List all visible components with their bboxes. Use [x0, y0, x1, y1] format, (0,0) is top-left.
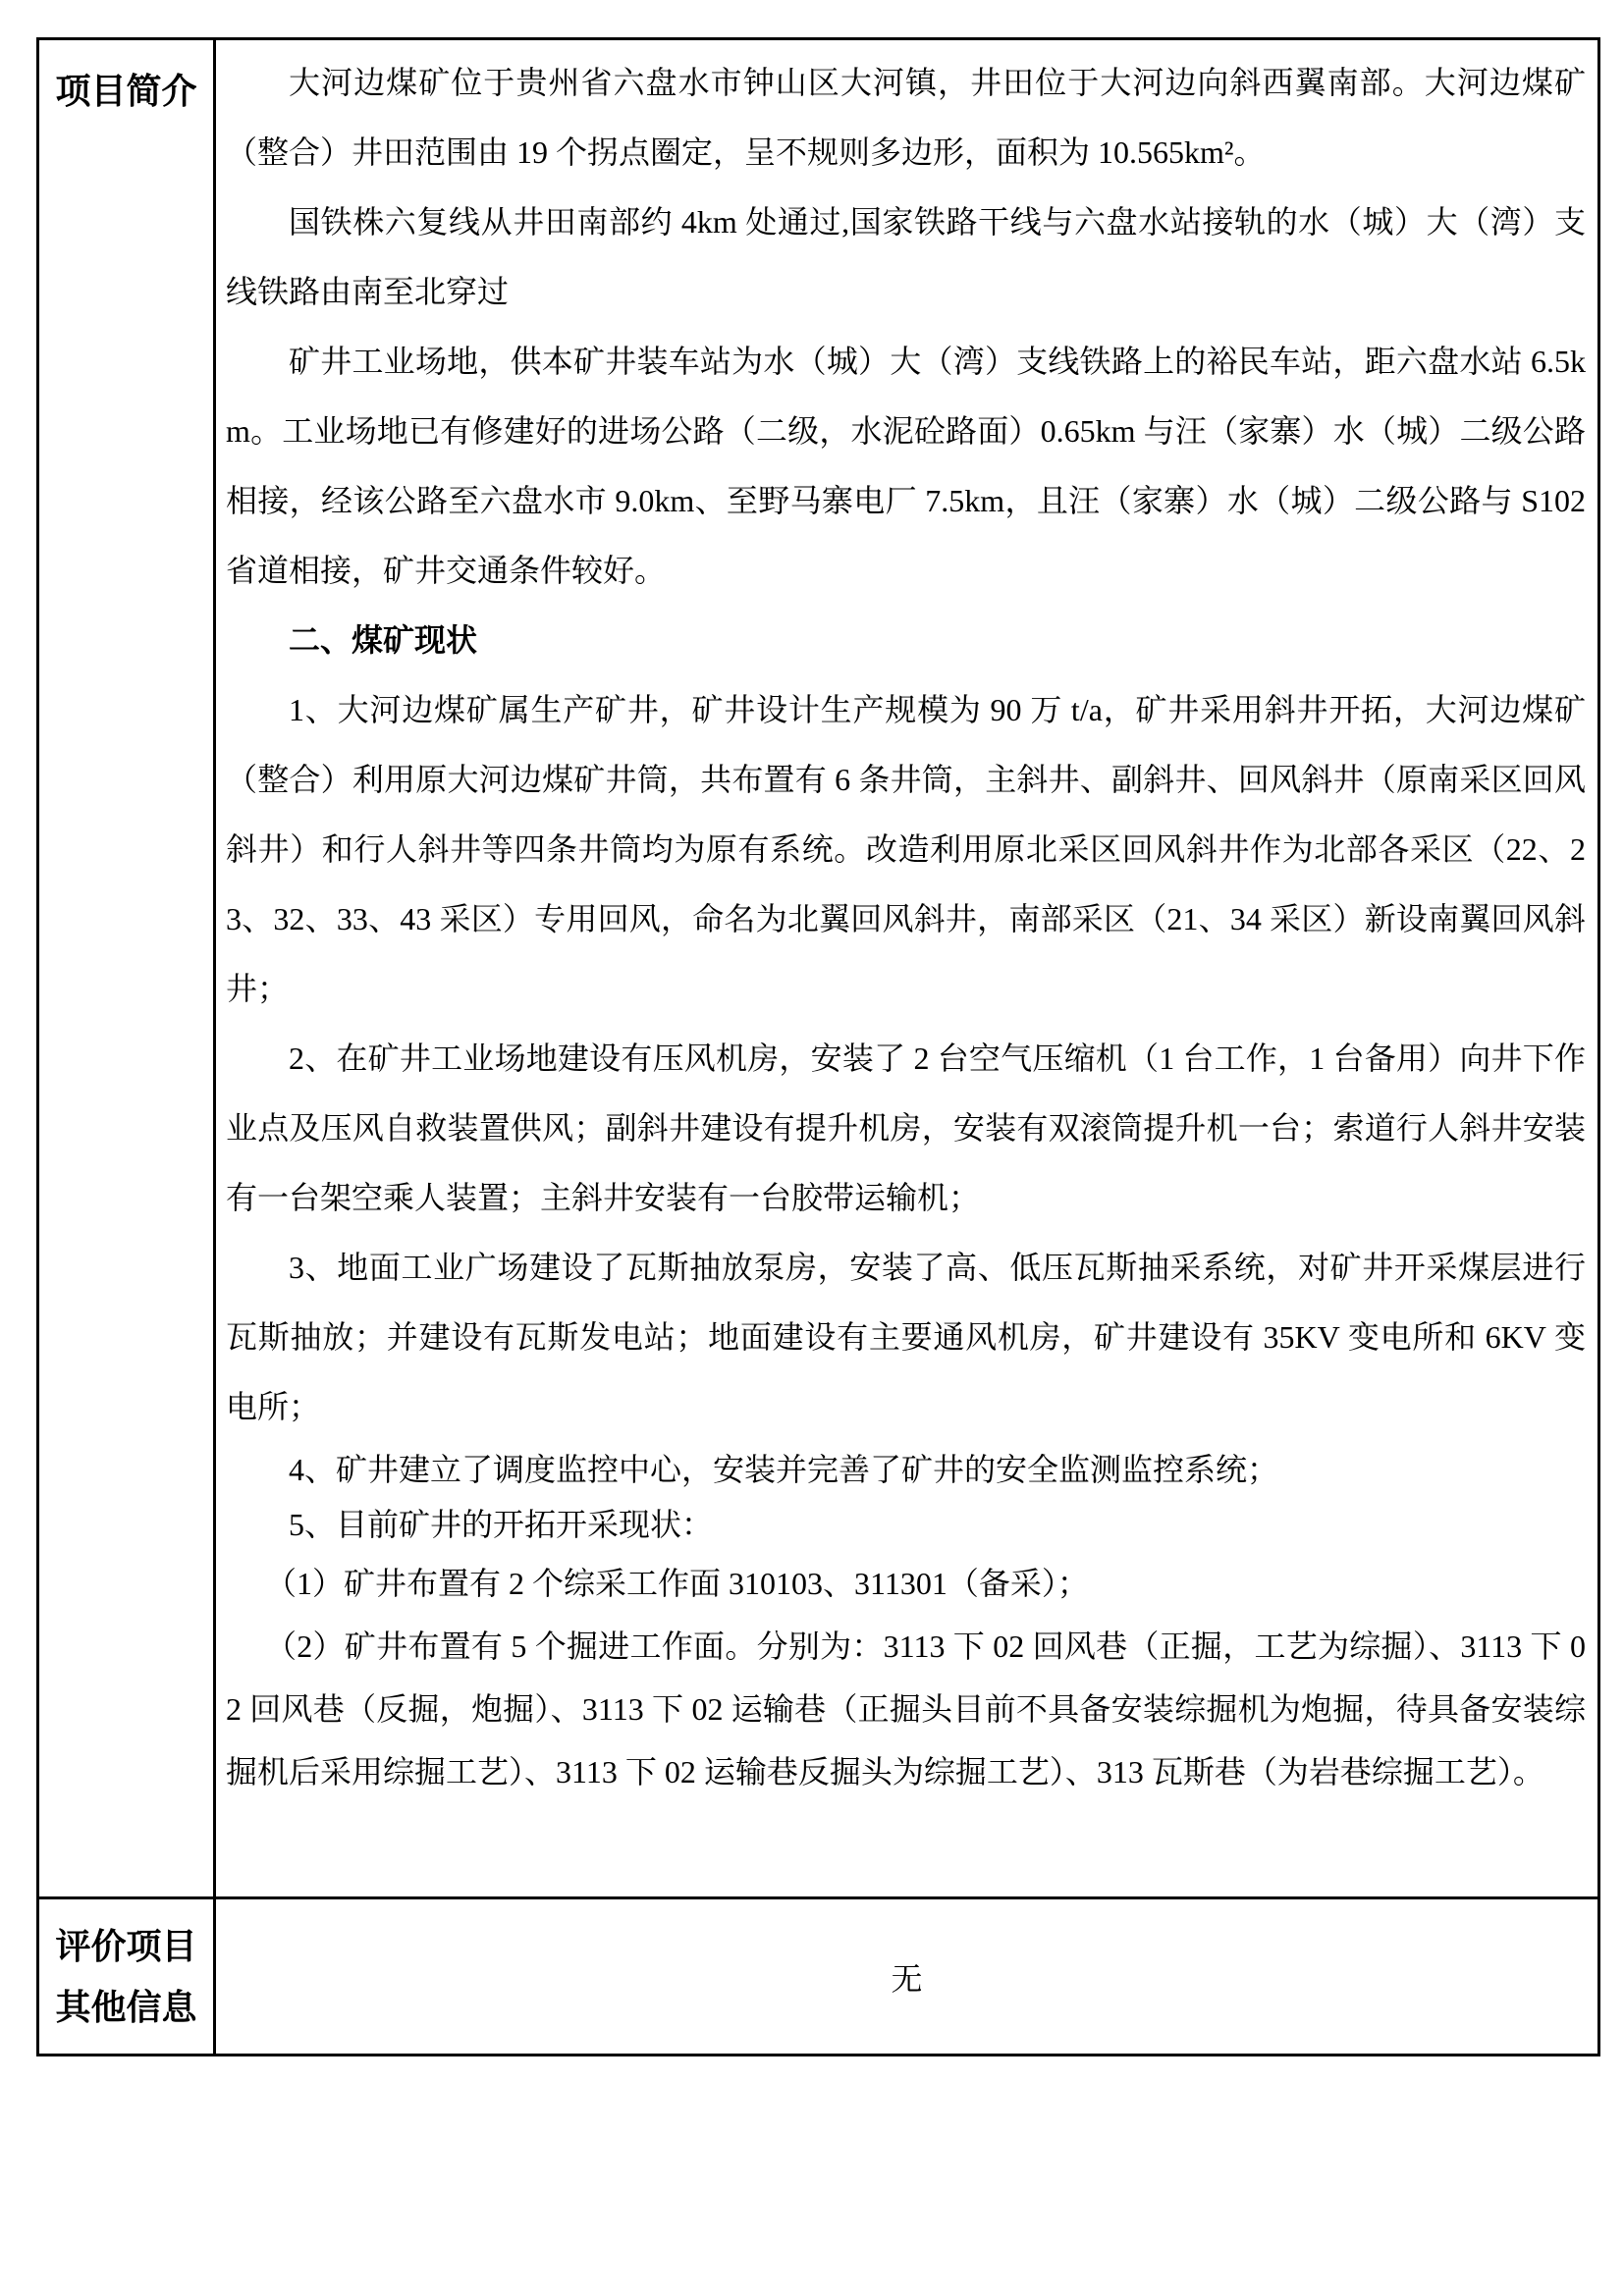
other-info-content	[216, 1899, 1597, 2054]
paragraph-transport: 矿井工业场地，供本矿井装车站为水（城）大（湾）支线铁路上的裕民车站，距六盘水站 6.5km。工业场地已有修建好的进场公路（二级，水泥砼路面）0.65km 与汪（家寨）水（城）二级公路相接，经该公路至六盘水市 9.0km、至野马寨电厂 7.5km，且汪（家寨）水（城）二级公路与 S102 省道相接，矿井交通条件较好。	[226, 344, 1586, 588]
project-intro-row	[39, 40, 1597, 1899]
paragraph-item-1: 1、大河边煤矿属生产矿井，矿井设计生产规模为 90 万 t/a，矿井采用斜井开拓，大河边煤矿（整合）利用原大河边煤矿井筒，共布置有 6 条井筒，主斜井、副斜井、回风斜井（原南采区回风斜井）和行人斜井等四条井筒均为原有系统。改造利用原北采区回风斜井作为北部各采区（22、23、32、33、43 采区）专用回风，命名为北翼回风斜井，南部采区（21、34 采区）新设南翼回风斜井；	[226, 692, 1586, 1006]
paragraph-subitem-2: （2）矿井布置有 5 个掘进工作面。分别为：3113 下 02 回风巷（正掘，工艺为综掘）、3113 下 02 回风巷（反掘，炮掘）、3113 下 02 运输巷（正掘头目前不具备安装综掘机为炮掘，待具备安装综掘机后采用综掘工艺）、3113 下 02 运输巷反掘头为综掘工艺）、313 瓦斯巷（为岩巷综掘工艺）。	[226, 1629, 1586, 1789]
paragraph-item-5: 5、目前矿井的开拓开采现状：	[289, 1507, 714, 1542]
project-intro-label: 项目简介	[55, 72, 197, 111]
paragraph-railway: 国铁株六复线从井田南部约 4km 处通过,国家铁路干线与六盘水站接轨的水（城）大（湾）支线铁路由南至北穿过	[226, 204, 1586, 309]
paragraph-subitem-1: （1）矿井布置有 2 个综采工作面 310103、311301（备采）；	[265, 1566, 1089, 1601]
project-info-table	[36, 37, 1600, 2056]
paragraph-item-3: 3、地面工业广场建设了瓦斯抽放泵房，安装了高、低压瓦斯抽采系统，对矿井开采煤层进行瓦斯抽放；并建设有瓦斯发电站；地面建设有主要通风机房，矿井建设有 35KV 变电所和 6KV 变电所；	[226, 1250, 1586, 1424]
project-intro-content	[216, 40, 1597, 1896]
other-info-label-line1: 评价项目	[55, 1926, 197, 1966]
row-header-other-info	[39, 1899, 216, 2054]
other-info-label-line2: 其他信息	[55, 1987, 197, 2027]
paragraph-item-2: 2、在矿井工业场地建设有压风机房，安装了 2 台空气压缩机（1 台工作，1 台备用）向井下作业点及压风自救装置供风；副斜井建设有提升机房，安装有双滚筒提升机一台；索道行人斜井安装有一台架空乘人装置；主斜井安装有一台胶带运输机；	[226, 1041, 1586, 1215]
paragraph-location: 大河边煤矿位于贵州省六盘水市钟山区大河镇，井田位于大河边向斜西翼南部。大河边煤矿（整合）井田范围由 19 个拐点圈定，呈不规则多边形，面积为 10.565km²。	[226, 65, 1586, 170]
row-header-project-intro	[39, 40, 216, 1896]
other-info-row	[39, 1899, 1597, 2054]
other-info-value: 无	[891, 1960, 923, 1997]
paragraph-item-4: 4、矿井建立了调度监控中心，安装并完善了矿井的安全监测监控系统；	[289, 1452, 1279, 1487]
section-heading-mine-status: 二、煤矿现状	[289, 622, 478, 658]
